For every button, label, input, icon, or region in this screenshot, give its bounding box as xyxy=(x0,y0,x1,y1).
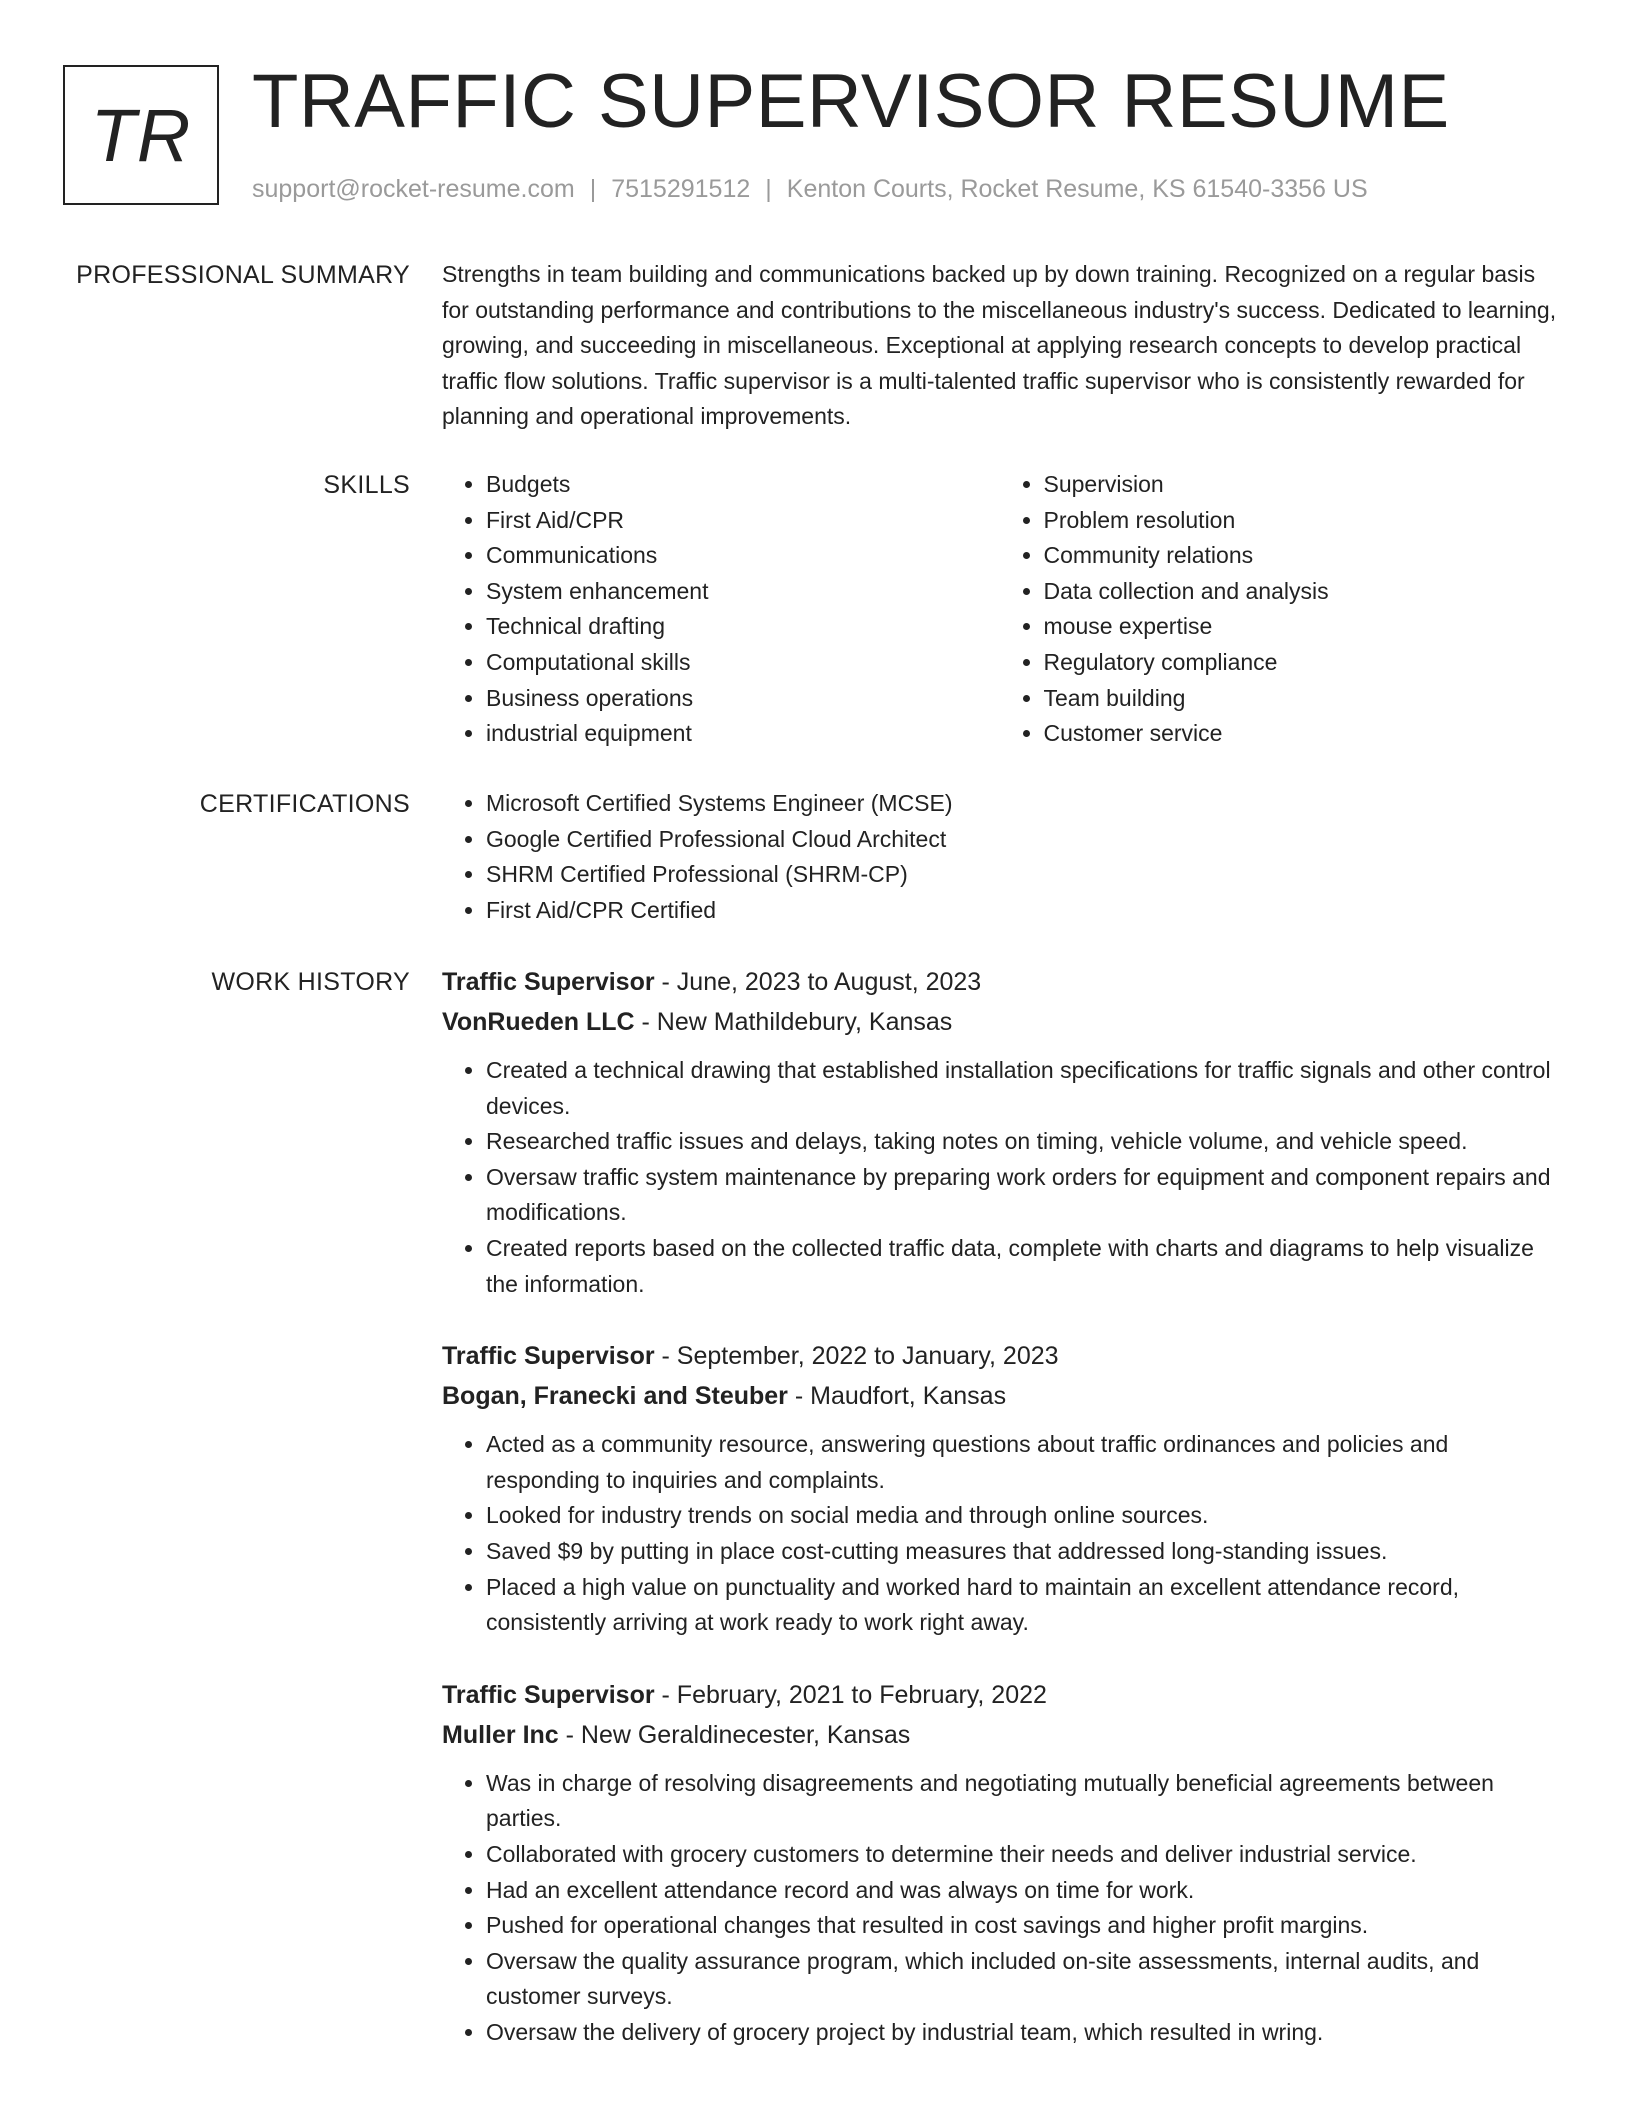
skill-item: • Business operations xyxy=(486,681,1000,717)
job-dash: - xyxy=(787,1382,811,1411)
job-location: New Mathildebury, Kansas xyxy=(656,1008,953,1036)
job-bullet: • Placed a high value on punctuality and worked hard to maintain an excellent attendance record, consistently arriving at work ready to work right away. xyxy=(486,1570,1557,1641)
skills-list-right xyxy=(1000,467,1558,752)
job-company: Bogan, Franecki and Steuber xyxy=(442,1382,788,1411)
certifications-list xyxy=(442,786,1557,928)
certification-item: • First Aid/CPR Certified xyxy=(486,893,1557,929)
job-title-line xyxy=(442,1675,1557,1715)
summary-heading: PROFESSIONAL SUMMARY xyxy=(76,261,410,289)
job-bullet: • Researched traffic issues and delays, taking notes on timing, vehicle volume, and vehicle speed. xyxy=(486,1124,1557,1160)
job-bullet: • Had an excellent attendance record and was always on time for work. xyxy=(486,1873,1557,1909)
summary-text: Strengths in team building and communications backed up by down training. Recognized on a regular basis for outstanding performance and contributions to the miscellaneous industry's success. Dedicated to learning, growing, and succeeding in miscellaneous. Exceptional at applying research concepts to develop practical traffic flow solutions. Traffic supervisor is a multi-talented traffic supervisor who is consistently rewarded for planning and operational improvements. xyxy=(442,261,1557,430)
contact-email: support@rocket-resume.com xyxy=(252,175,575,203)
job-bullet: • Acted as a community resource, answering questions about traffic ordinances and policies and responding to inquiries and complaints. xyxy=(486,1427,1557,1498)
job-location: New Geraldinecester, Kansas xyxy=(580,1720,911,1749)
job-title: Traffic Supervisor xyxy=(442,1680,655,1709)
job-entry xyxy=(442,1336,1557,1641)
skill-item: • Team building xyxy=(1044,681,1558,717)
skill-item: • Data collection and analysis xyxy=(1044,574,1558,610)
job-dash: - xyxy=(654,968,677,996)
job-dates: June, 2023 to August, 2023 xyxy=(676,968,982,996)
skills-heading: SKILLS xyxy=(323,471,410,499)
skill-item: • Customer service xyxy=(1044,716,1558,752)
skill-item: • Regulatory compliance xyxy=(1044,645,1558,681)
monogram-badge: TR xyxy=(63,65,219,205)
job-bullet: • Created reports based on the collected traffic data, complete with charts and diagrams to help visualize the information. xyxy=(486,1231,1557,1302)
job-entry xyxy=(442,962,1557,1302)
job-entry xyxy=(442,1675,1557,2051)
contact-separator: | xyxy=(765,175,772,203)
work-history-body xyxy=(442,962,1557,2050)
skills-list-left xyxy=(442,467,1000,752)
skill-item: • Supervision xyxy=(1044,467,1558,503)
job-bullet: • Created a technical drawing that established installation specifications for traffic signals and other control devices. xyxy=(486,1053,1557,1124)
skill-item: • Communications xyxy=(486,538,1000,574)
job-dash: - xyxy=(654,1680,677,1709)
job-bullet-list xyxy=(442,1427,1557,1641)
job-dash: - xyxy=(654,1342,677,1371)
job-bullet: • Looked for industry trends on social media and through online sources. xyxy=(486,1498,1557,1534)
job-title-line xyxy=(442,962,1557,1002)
job-bullet-list xyxy=(442,1053,1557,1302)
job-company-line xyxy=(442,1715,1557,1755)
job-title: Traffic Supervisor xyxy=(442,1342,655,1371)
job-dates: February, 2021 to February, 2022 xyxy=(676,1680,1047,1709)
certifications-body xyxy=(442,786,1557,928)
certification-item: • Google Certified Professional Cloud Architect xyxy=(486,822,1557,858)
skill-item: • System enhancement xyxy=(486,574,1000,610)
work-history-heading: WORK HISTORY xyxy=(211,968,410,996)
contact-phone: 7515291512 xyxy=(611,175,751,203)
job-bullet: • Oversaw the delivery of grocery project by industrial team, which resulted in wring. xyxy=(486,2015,1557,2051)
job-dash: - xyxy=(634,1008,657,1036)
job-dash: - xyxy=(558,1720,581,1749)
skill-item: • Problem resolution xyxy=(1044,503,1558,539)
skill-item: • industrial equipment xyxy=(486,716,1000,752)
job-title-line xyxy=(442,1336,1557,1376)
job-bullet: • Was in charge of resolving disagreements and negotiating mutually beneficial agreements between parties. xyxy=(486,1766,1557,1837)
job-company: Muller Inc xyxy=(442,1720,559,1749)
skill-item: • Computational skills xyxy=(486,645,1000,681)
skill-item: • Community relations xyxy=(1044,538,1558,574)
job-location: Maudfort, Kansas xyxy=(810,1382,1007,1411)
certifications-heading: CERTIFICATIONS xyxy=(199,790,410,818)
skill-item: • First Aid/CPR xyxy=(486,503,1000,539)
job-bullet-list xyxy=(442,1766,1557,2051)
page-title: TRAFFIC SUPERVISOR RESUME xyxy=(252,59,1450,144)
job-company-line xyxy=(442,1002,1557,1042)
skill-item: • mouse expertise xyxy=(1044,609,1558,645)
job-bullet: • Oversaw the quality assurance program, which included on-site assessments, internal audits, and customer surveys. xyxy=(486,1944,1557,2015)
job-bullet: • Collaborated with grocery customers to determine their needs and deliver industrial service. xyxy=(486,1837,1557,1873)
job-bullet: • Pushed for operational changes that resulted in cost savings and higher profit margins. xyxy=(486,1908,1557,1944)
certification-item: • SHRM Certified Professional (SHRM-CP) xyxy=(486,857,1557,893)
job-bullet: • Saved $9 by putting in place cost-cutting measures that addressed long-standing issues. xyxy=(486,1534,1557,1570)
skill-item: • Budgets xyxy=(486,467,1000,503)
contact-address: Kenton Courts, Rocket Resume, KS 61540-3356 US xyxy=(786,175,1368,203)
job-title: Traffic Supervisor xyxy=(442,968,655,996)
skill-item: • Technical drafting xyxy=(486,609,1000,645)
job-company-line xyxy=(442,1376,1557,1416)
contact-separator: | xyxy=(589,175,597,203)
skills-body xyxy=(442,467,1557,752)
certification-item: • Microsoft Certified Systems Engineer (MCSE) xyxy=(486,786,1557,822)
job-company: VonRueden LLC xyxy=(442,1008,635,1036)
job-dates: September, 2022 to January, 2023 xyxy=(676,1342,1059,1371)
contact-line xyxy=(252,172,1368,206)
job-bullet: • Oversaw traffic system maintenance by preparing work orders for equipment and component repairs and modifications. xyxy=(486,1160,1557,1231)
